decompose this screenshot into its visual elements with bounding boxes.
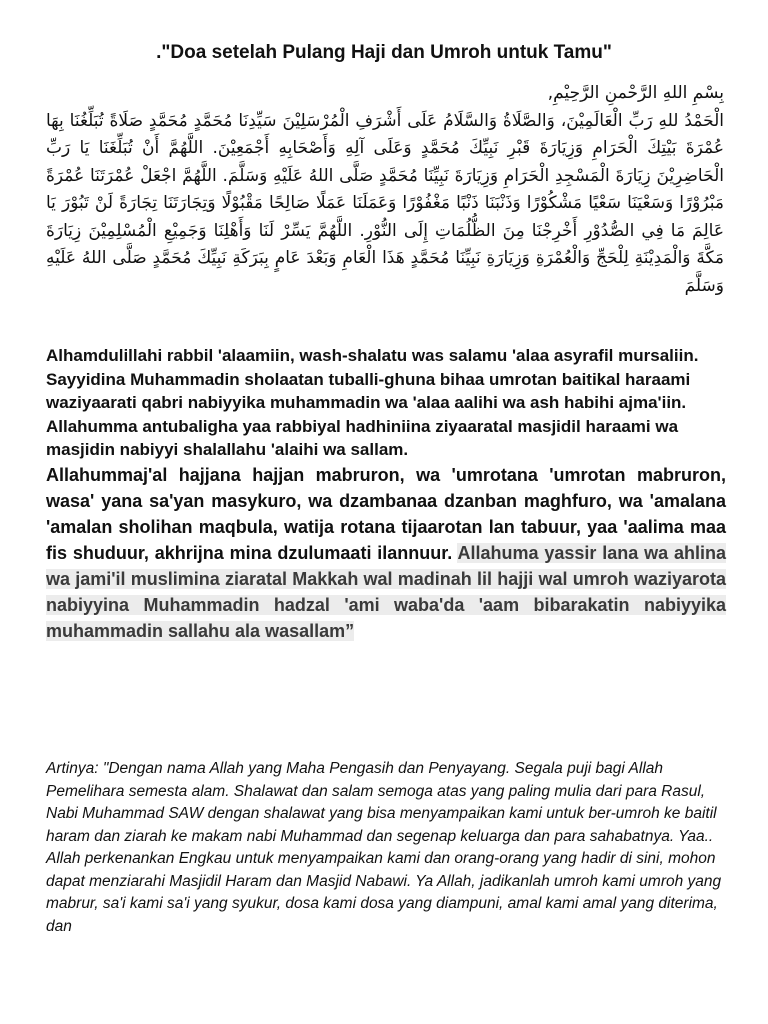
translation-block [46, 758, 726, 938]
translation-paragraph: Artinya: "Dengan nama Allah yang Maha Pengasih dan Penyayang. Segala puji bagi Allah Pemelihara semesta alam. Shalawat dan salam semoga atas yang paling mulia dari para Rasul, Nabi Muhammad SAW dengan shalawat yang bisa menyampaikan kami untuk ber-umroh ke baitil haram dan ziarah ke makam nabi Muhammad dan segenap keluarga dan para sahabatnya. Yaa.. Allah perkenankan Engkau untuk menyampaikan kami dan orang-orang yang hadir di sini, mohon dapat menziarahi Masjidil Haram dan Masjid Nabawi. Ya Allah, jadikanlah umroh kami umroh yang mabrur, sa'i kami sa'i yang syukur, dosa kami dosa yang diampuni, amal kami amal yang diterima, dan [46, 760, 722, 935]
transliteration-text: Allahummaj'al hajjana hajjan mabruron, wa 'umrotana 'umrotan mabruron, wasa' yana sa'yan masykuro, wa dzambanaa dzanban maghfuro, wa 'amalana 'amalan sholihan maqbula, watija rotana tijaarotan lan tabuur, yaa 'aalima maa fis shuduur, akhrijna mina dzulumaati ilannuur. [46, 464, 726, 563]
arabic-prayer-body: الْحَمْدُ للهِ رَبِّ الْعَالَمِيْنَ، وَالصَّلَاةُ وَالسَّلَامُ عَلَى أَشْرَفِ الْمُرْسَلِيْنَ سَيِّدِنَا مُحَمَّدٍ مُحَمَّدٍ صَلَاةً تُبَلِّغُنَا بِهَا عُمْرَةَ بَيْتِكَ الْحَرَامِ وَزِيَارَةَ قَبْرِ نَبِيِّكَ مُحَمَّدٍ وَعَلَى آلِهِ وَأَصْحَابِهِ أَجْمَعِيْنَ. اللَّهُمَّ أَنْ تُبَلِّغَنَا يَا رَبِّ الْحَاضِرِيْنَ زِيَارَةَ الْمَسْجِدِ الْحَرَامِ وَزِيَارَةَ نَبِيِّنَا مُحَمَّدٍ صَلَّى اللهُ عَلَيْهِ وَسَلَّمَ. اللَّهُمَّ اجْعَلْ عُمْرَتَنَا عُمْرَةً مَبْرُوْرًا وَسَعْيَنَا سَعْيًا مَشْكُوْرًا وَذَنْبَنَا ذَنْبًا مَغْفُوْرًا وَعَمَلَنَا عَمَلًا صَالِحًا مَقْبُوْلًا وَتِجَارَتَنَا تِجَارَةً لَنْ تَبُوْرَ يَا عَالِمَ مَا فِي الصُّدُوْرِ أَخْرِجْنَا مِنَ الظُّلُمَاتِ إِلَى النُّوْرِ. اللَّهُمَّ يَسِّرْ لَنَا وَأَهْلِنَا وَجَمِيْعِ الْمُسْلِمِيْنَ زِيَارَةَ مَكَّةَ وَالْمَدِيْنَةِ لِلْحَجِّ وَالْعُمْرَةِ وَزِيَارَةِ نَبِيِّنَا مُحَمَّدٍ هَذَا الْعَامِ وَبَعْدَ عَامٍ بِبَرَكَةِ نَبِيِّكَ مُحَمَّدٍ صَلَّى اللهُ عَلَيْهِ وَسَلَّمَ [46, 110, 724, 296]
document-title: ."Doa setelah Pulang Haji dan Umroh untuk Tamu" [156, 42, 612, 63]
arabic-prayer-text [46, 80, 724, 342]
highlighted-transliteration: Allahuma yassir lana wa ahlina wa jami'il muslimina ziaratal Makkah wal madinah lil hajji wal umroh waziyarota nabiyyina Muhammadin hadzal 'ami waba'da 'aam bibarakatin nabiyyika muhammadin sallahu ala wasallam” [46, 542, 726, 641]
arabic-basmala: بِسْمِ اللهِ الرَّحْمنِ الرَّحِيْمِ, [547, 83, 724, 103]
transliteration-paragraph-2 [46, 462, 726, 644]
transliteration-paragraph-1: Alhamdulillahi rabbil 'alaamiin, wash-shalatu was salamu 'alaa asyrafil mursaliin. Sayyidina Muhammadin sholaatan tuballi-ghuna bihaa umrotan baitikal haraami waziyaarati qabri nabiyyika muhammadin wa 'alaa aalihi wa ash habihi ajma'iin. Allahumma antubaligha yaa rabbiyal hadhiniina ziyaaratal masjidil haraami wa masjidin nabiyyi shalallahu 'alaihi wa sallam. [46, 346, 699, 459]
transliteration-block [46, 344, 726, 644]
